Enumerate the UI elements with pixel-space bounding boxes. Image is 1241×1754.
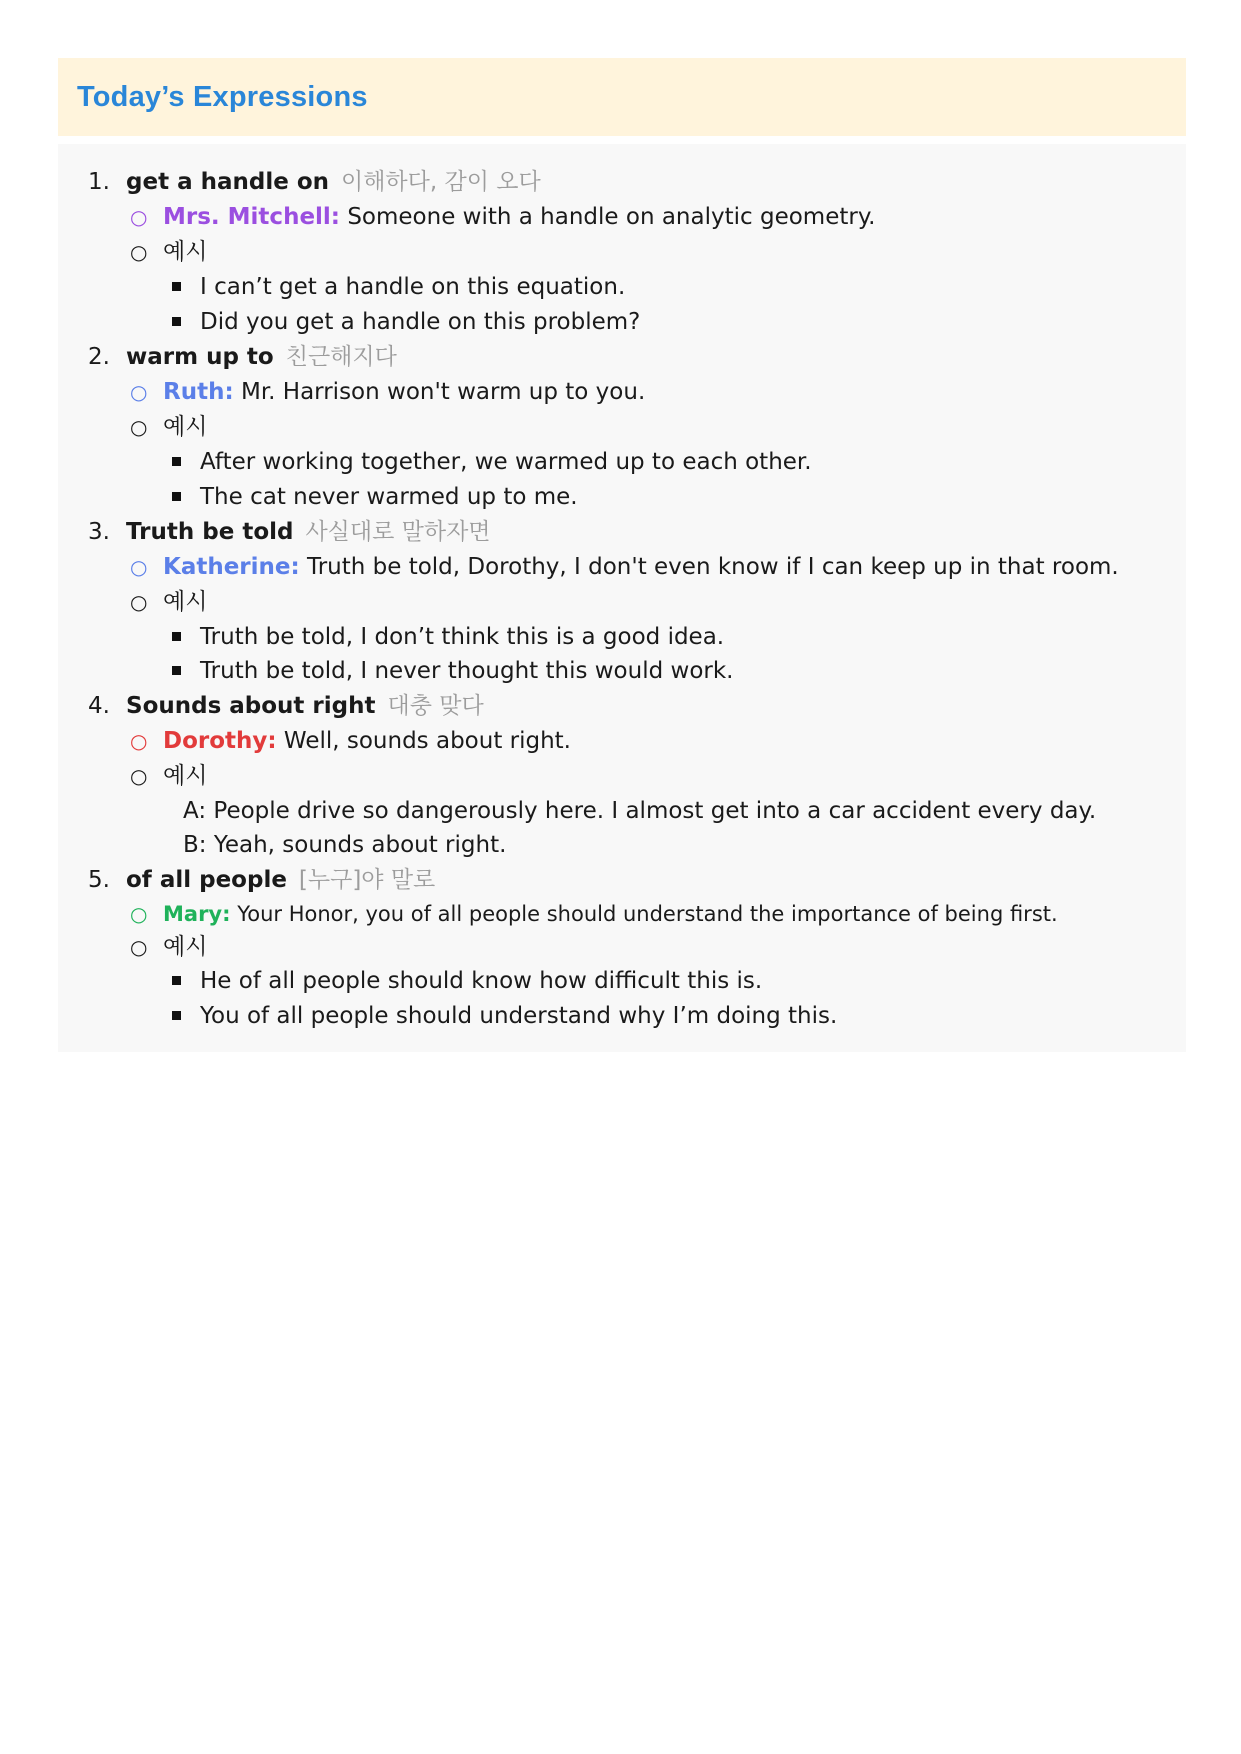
example-sentence: Truth be told, I never thought this would work.: [200, 658, 734, 684]
example-sentence: Truth be told, I don’t think this is a good idea.: [200, 624, 725, 650]
movie-quote: Mr. Harrison won't warm up to you.: [240, 379, 646, 405]
example-sentence: After working together, we warmed up to each other.: [200, 449, 812, 475]
item-number: 3.: [88, 519, 110, 545]
expressions-panel: [58, 144, 1186, 1052]
item-number: 2.: [88, 344, 110, 370]
speaker-name: Ruth:: [163, 379, 234, 405]
example-sentence: Did you get a handle on this problem?: [200, 309, 641, 335]
hollow-circle-bullet-icon: ○: [130, 240, 148, 264]
item-number: 5.: [88, 867, 110, 893]
speaker-name: Mary:: [163, 902, 231, 926]
example-sentence: He of all people should know how difficult this is.: [200, 968, 763, 994]
expression-meaning: [누구]야 말로: [298, 867, 436, 893]
movie-quote: Someone with a handle on analytic geometry.: [347, 204, 876, 230]
square-bullet-icon: [172, 632, 181, 641]
example-sentence: The cat never warmed up to me.: [200, 484, 578, 510]
example-label: 예시: [163, 414, 208, 440]
example-label: 예시: [163, 589, 208, 615]
dialogue-line: A: People drive so dangerously here. I almost get into a car accident every day.: [183, 798, 1097, 824]
hollow-circle-bullet-icon: ○: [130, 935, 148, 959]
speaker-name: Dorothy:: [163, 728, 277, 754]
expression-term: get a handle on: [126, 169, 329, 195]
example-sentence: You of all people should understand why I’m doing this.: [200, 1003, 838, 1029]
movie-quote: Well, sounds about right.: [283, 728, 571, 754]
square-bullet-icon: [172, 666, 181, 675]
hollow-circle-bullet-icon: ○: [130, 555, 148, 579]
item-number: 4.: [88, 693, 110, 719]
expression-term: of all people: [126, 867, 287, 893]
page-title: Today’s Expressions: [77, 80, 368, 113]
movie-quote: Your Honor, you of all people should understand the importance of being first.: [237, 902, 1058, 926]
square-bullet-icon: [172, 1011, 181, 1020]
square-bullet-icon: [172, 457, 181, 466]
title-banner: [58, 58, 1186, 136]
square-bullet-icon: [172, 492, 181, 501]
square-bullet-icon: [172, 976, 181, 985]
expression-meaning: 이해하다, 감이 오다: [341, 169, 541, 195]
example-label: 예시: [163, 934, 208, 960]
example-sentence: I can’t get a handle on this equation.: [200, 274, 626, 300]
dialogue-line: B: Yeah, sounds about right.: [183, 832, 507, 858]
hollow-circle-bullet-icon: ○: [130, 590, 148, 614]
hollow-circle-bullet-icon: ○: [130, 764, 148, 788]
movie-quote: Truth be told, Dorothy, I don't even know if I can keep up in that room.: [307, 554, 1119, 580]
example-label: 예시: [163, 239, 208, 265]
speaker-name: Mrs. Mitchell:: [163, 204, 341, 230]
expression-term: warm up to: [126, 344, 274, 370]
example-label: 예시: [163, 763, 208, 789]
expression-meaning: 대충 맞다: [387, 693, 484, 719]
hollow-circle-bullet-icon: ○: [130, 729, 148, 753]
item-number: 1.: [88, 169, 110, 195]
hollow-circle-bullet-icon: ○: [130, 380, 148, 404]
square-bullet-icon: [172, 282, 181, 291]
hollow-circle-bullet-icon: ○: [130, 205, 148, 229]
expression-term: Sounds about right: [126, 693, 376, 719]
hollow-circle-bullet-icon: ○: [130, 902, 148, 926]
expression-meaning: 친근해지다: [285, 344, 397, 370]
expression-term: Truth be told: [126, 519, 294, 545]
hollow-circle-bullet-icon: ○: [130, 415, 148, 439]
speaker-name: Katherine:: [163, 554, 300, 580]
expression-meaning: 사실대로 말하자면: [305, 519, 491, 545]
square-bullet-icon: [172, 317, 181, 326]
